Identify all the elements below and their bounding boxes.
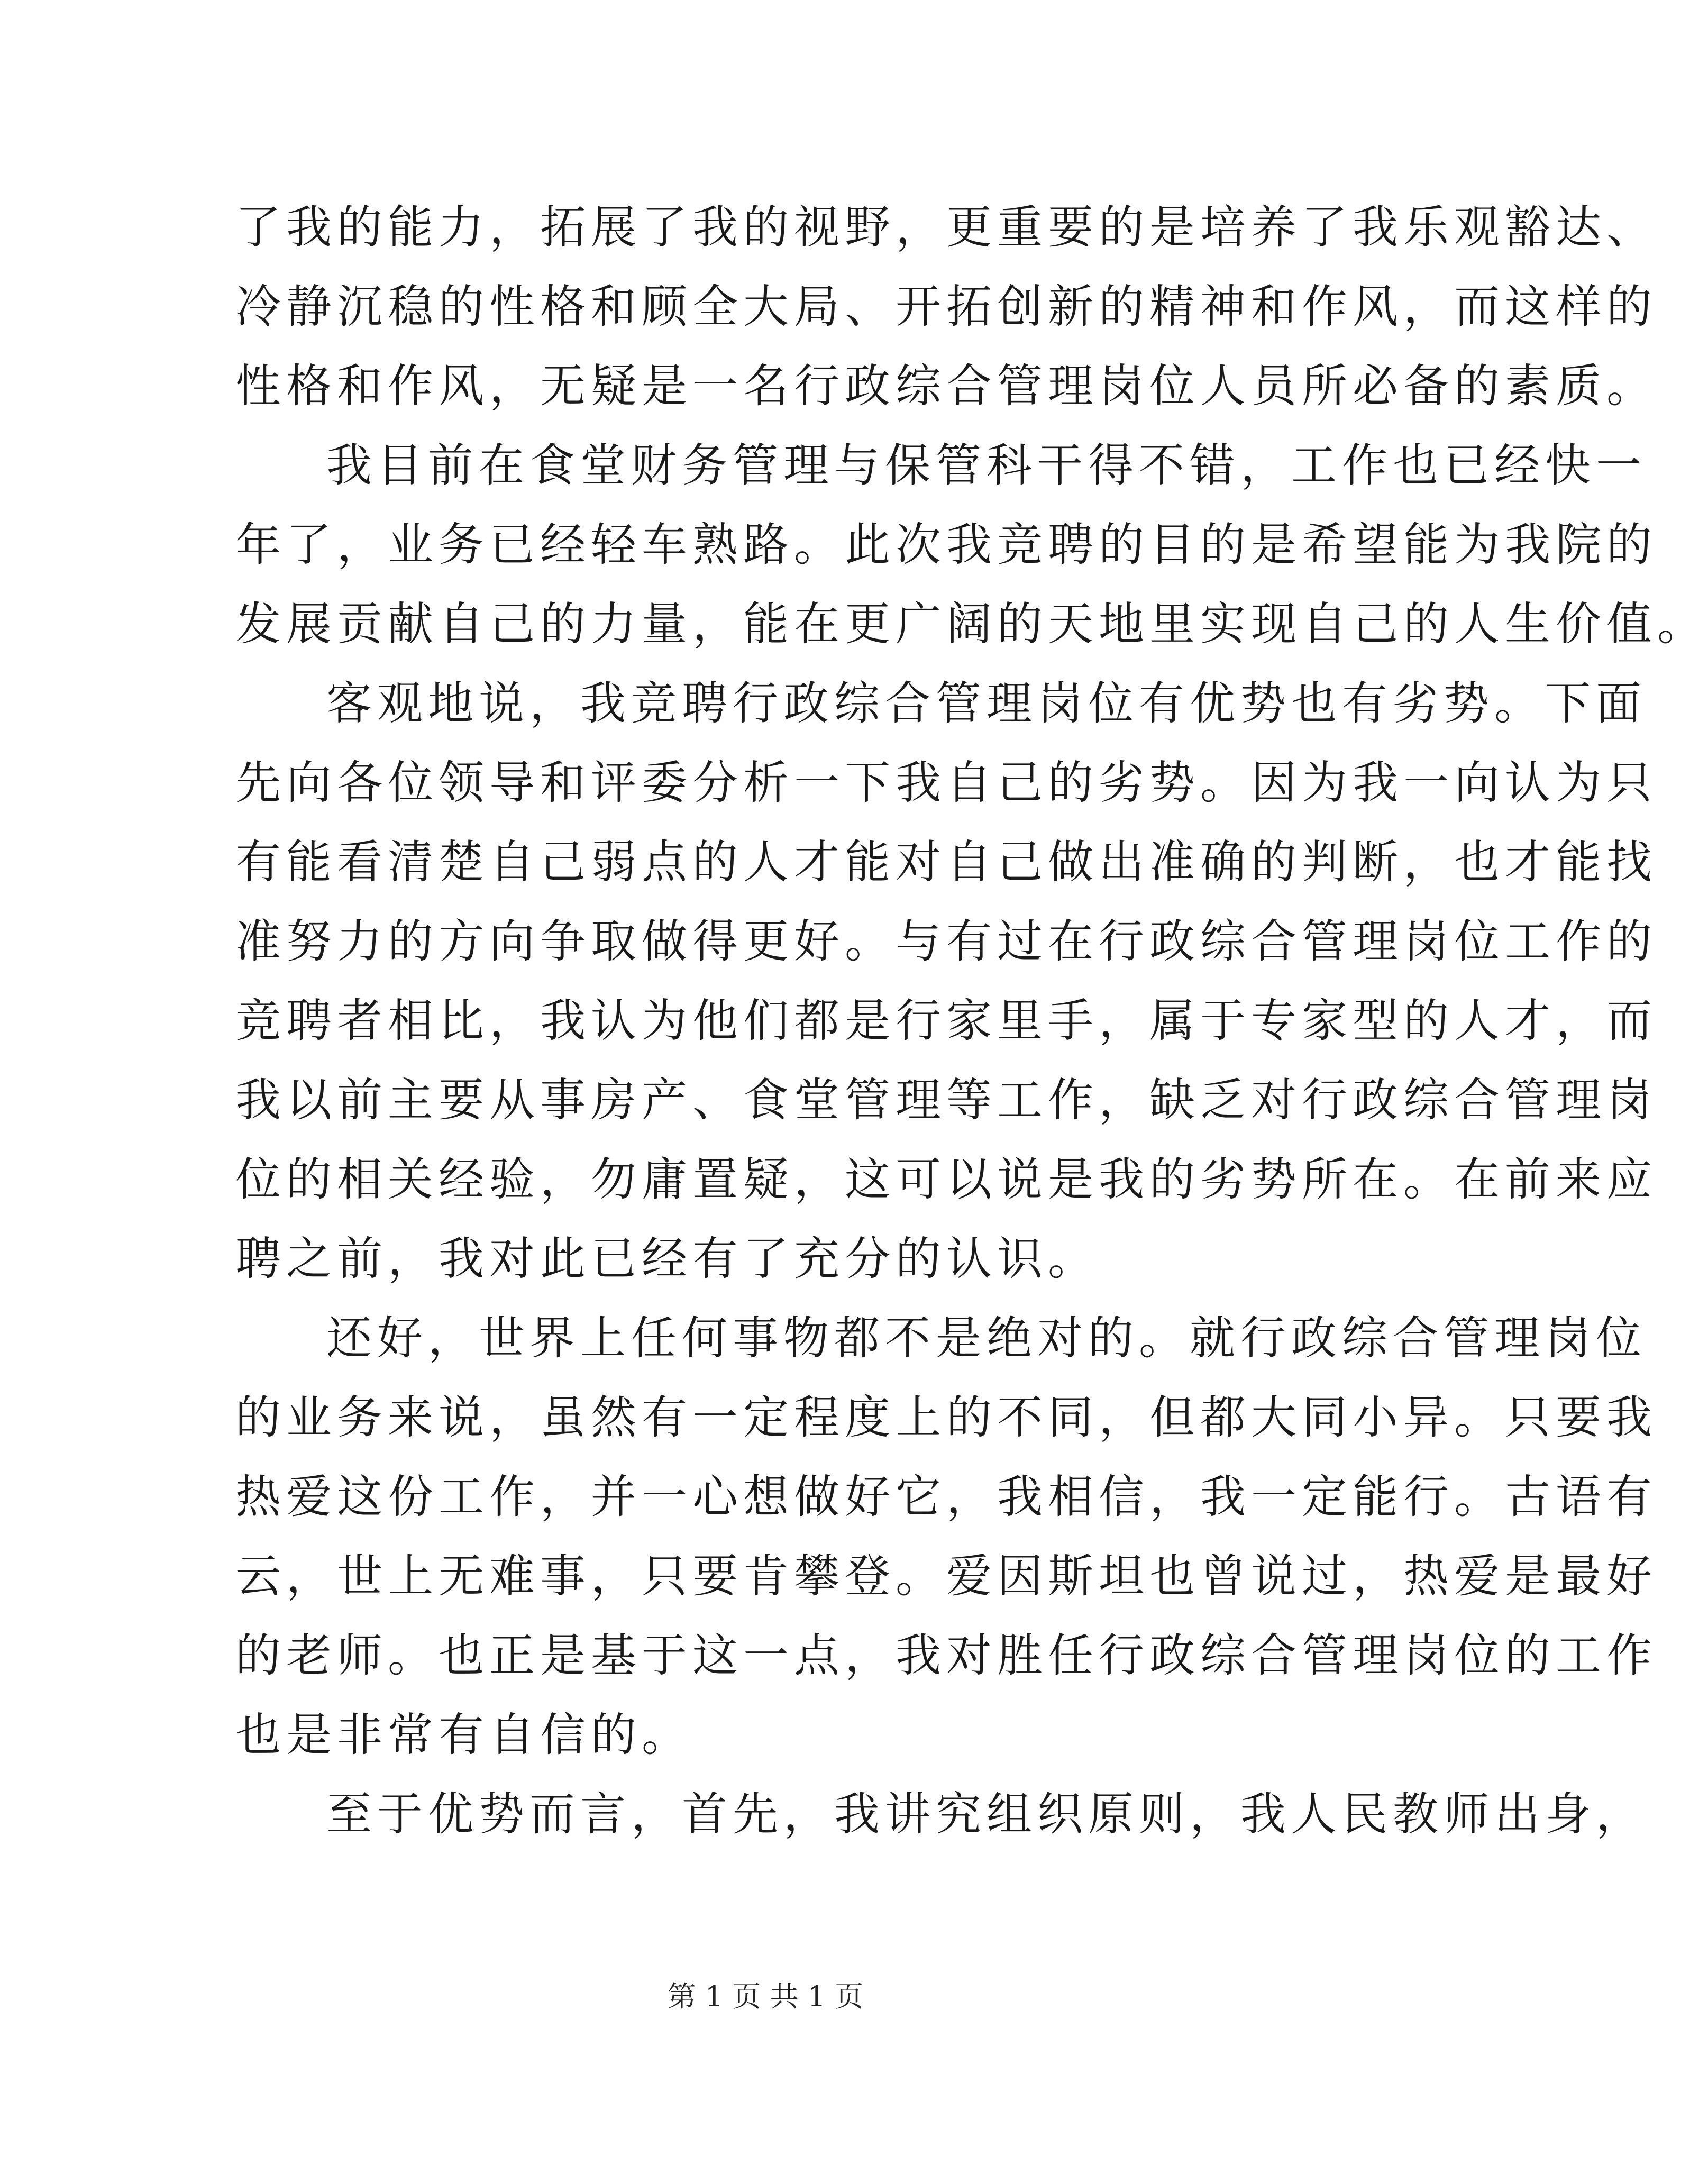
text-line: 了我的能力，拓展了我的视野，更重要的是培养了我乐观豁达、: [235, 201, 1657, 254]
text-line: 云，世上无难事，只要肯攀登。爱因斯坦也曾说过，热爱是最好: [235, 1550, 1657, 1603]
text-line: 聘之前，我对此已经有了充分的认识。: [235, 1232, 1099, 1285]
text-line: 先向各位领导和评委分析一下我自己的劣势。因为我一向认为只: [235, 756, 1657, 809]
text-line: 热爱这份工作，并一心想做好它，我相信，我一定能行。古语有: [235, 1470, 1657, 1523]
text-line: 年了，业务已经轻车熟路。此次我竞聘的目的是希望能为我院的: [235, 518, 1657, 571]
text-line: 竞聘者相比，我认为他们都是行家里手，属于专家型的人才，而: [235, 994, 1657, 1047]
paragraph-first-line: 我目前在食堂财务管理与保管科干得不错，工作也已经快一: [326, 439, 1647, 492]
page-number-footer: 第 1 页 共 1 页: [667, 1980, 864, 2013]
text-line: 的老师。也正是基于这一点，我对胜任行政综合管理岗位的工作: [235, 1629, 1657, 1682]
paragraph-first-line: 至于优势而言，首先，我讲究组织原则，我人民教师出身，: [326, 1788, 1647, 1841]
text-line: 性格和作风，无疑是一名行政综合管理岗位人员所必备的素质。: [235, 360, 1657, 413]
paragraph-first-line: 还好，世界上任何事物都不是绝对的。就行政综合管理岗位: [326, 1312, 1647, 1365]
text-line: 我以前主要从事房产、食堂管理等工作，缺乏对行政综合管理岗: [235, 1074, 1657, 1127]
paragraph-first-line: 客观地说，我竞聘行政综合管理岗位有优势也有劣势。下面: [326, 677, 1647, 730]
text-line: 冷静沉稳的性格和顾全大局、开拓创新的精神和作风，而这样的: [235, 280, 1657, 333]
text-line: 也是非常有自信的。: [235, 1709, 692, 1761]
text-line: 有能看清楚自己弱点的人才能对自己做出准确的判断，也才能找: [235, 836, 1657, 889]
document-body: [235, 188, 1708, 1854]
text-line: 发展贡献自己的力量，能在更广阔的天地里实现自己的人生价值。: [235, 598, 1708, 651]
text-line: 的业务来说，虽然有一定程度上的不同，但都大同小异。只要我: [235, 1391, 1657, 1444]
text-line: 位的相关经验，勿庸置疑，这可以说是我的劣势所在。在前来应: [235, 1153, 1657, 1206]
text-line: 准努力的方向争取做得更好。与有过在行政综合管理岗位工作的: [235, 915, 1657, 968]
